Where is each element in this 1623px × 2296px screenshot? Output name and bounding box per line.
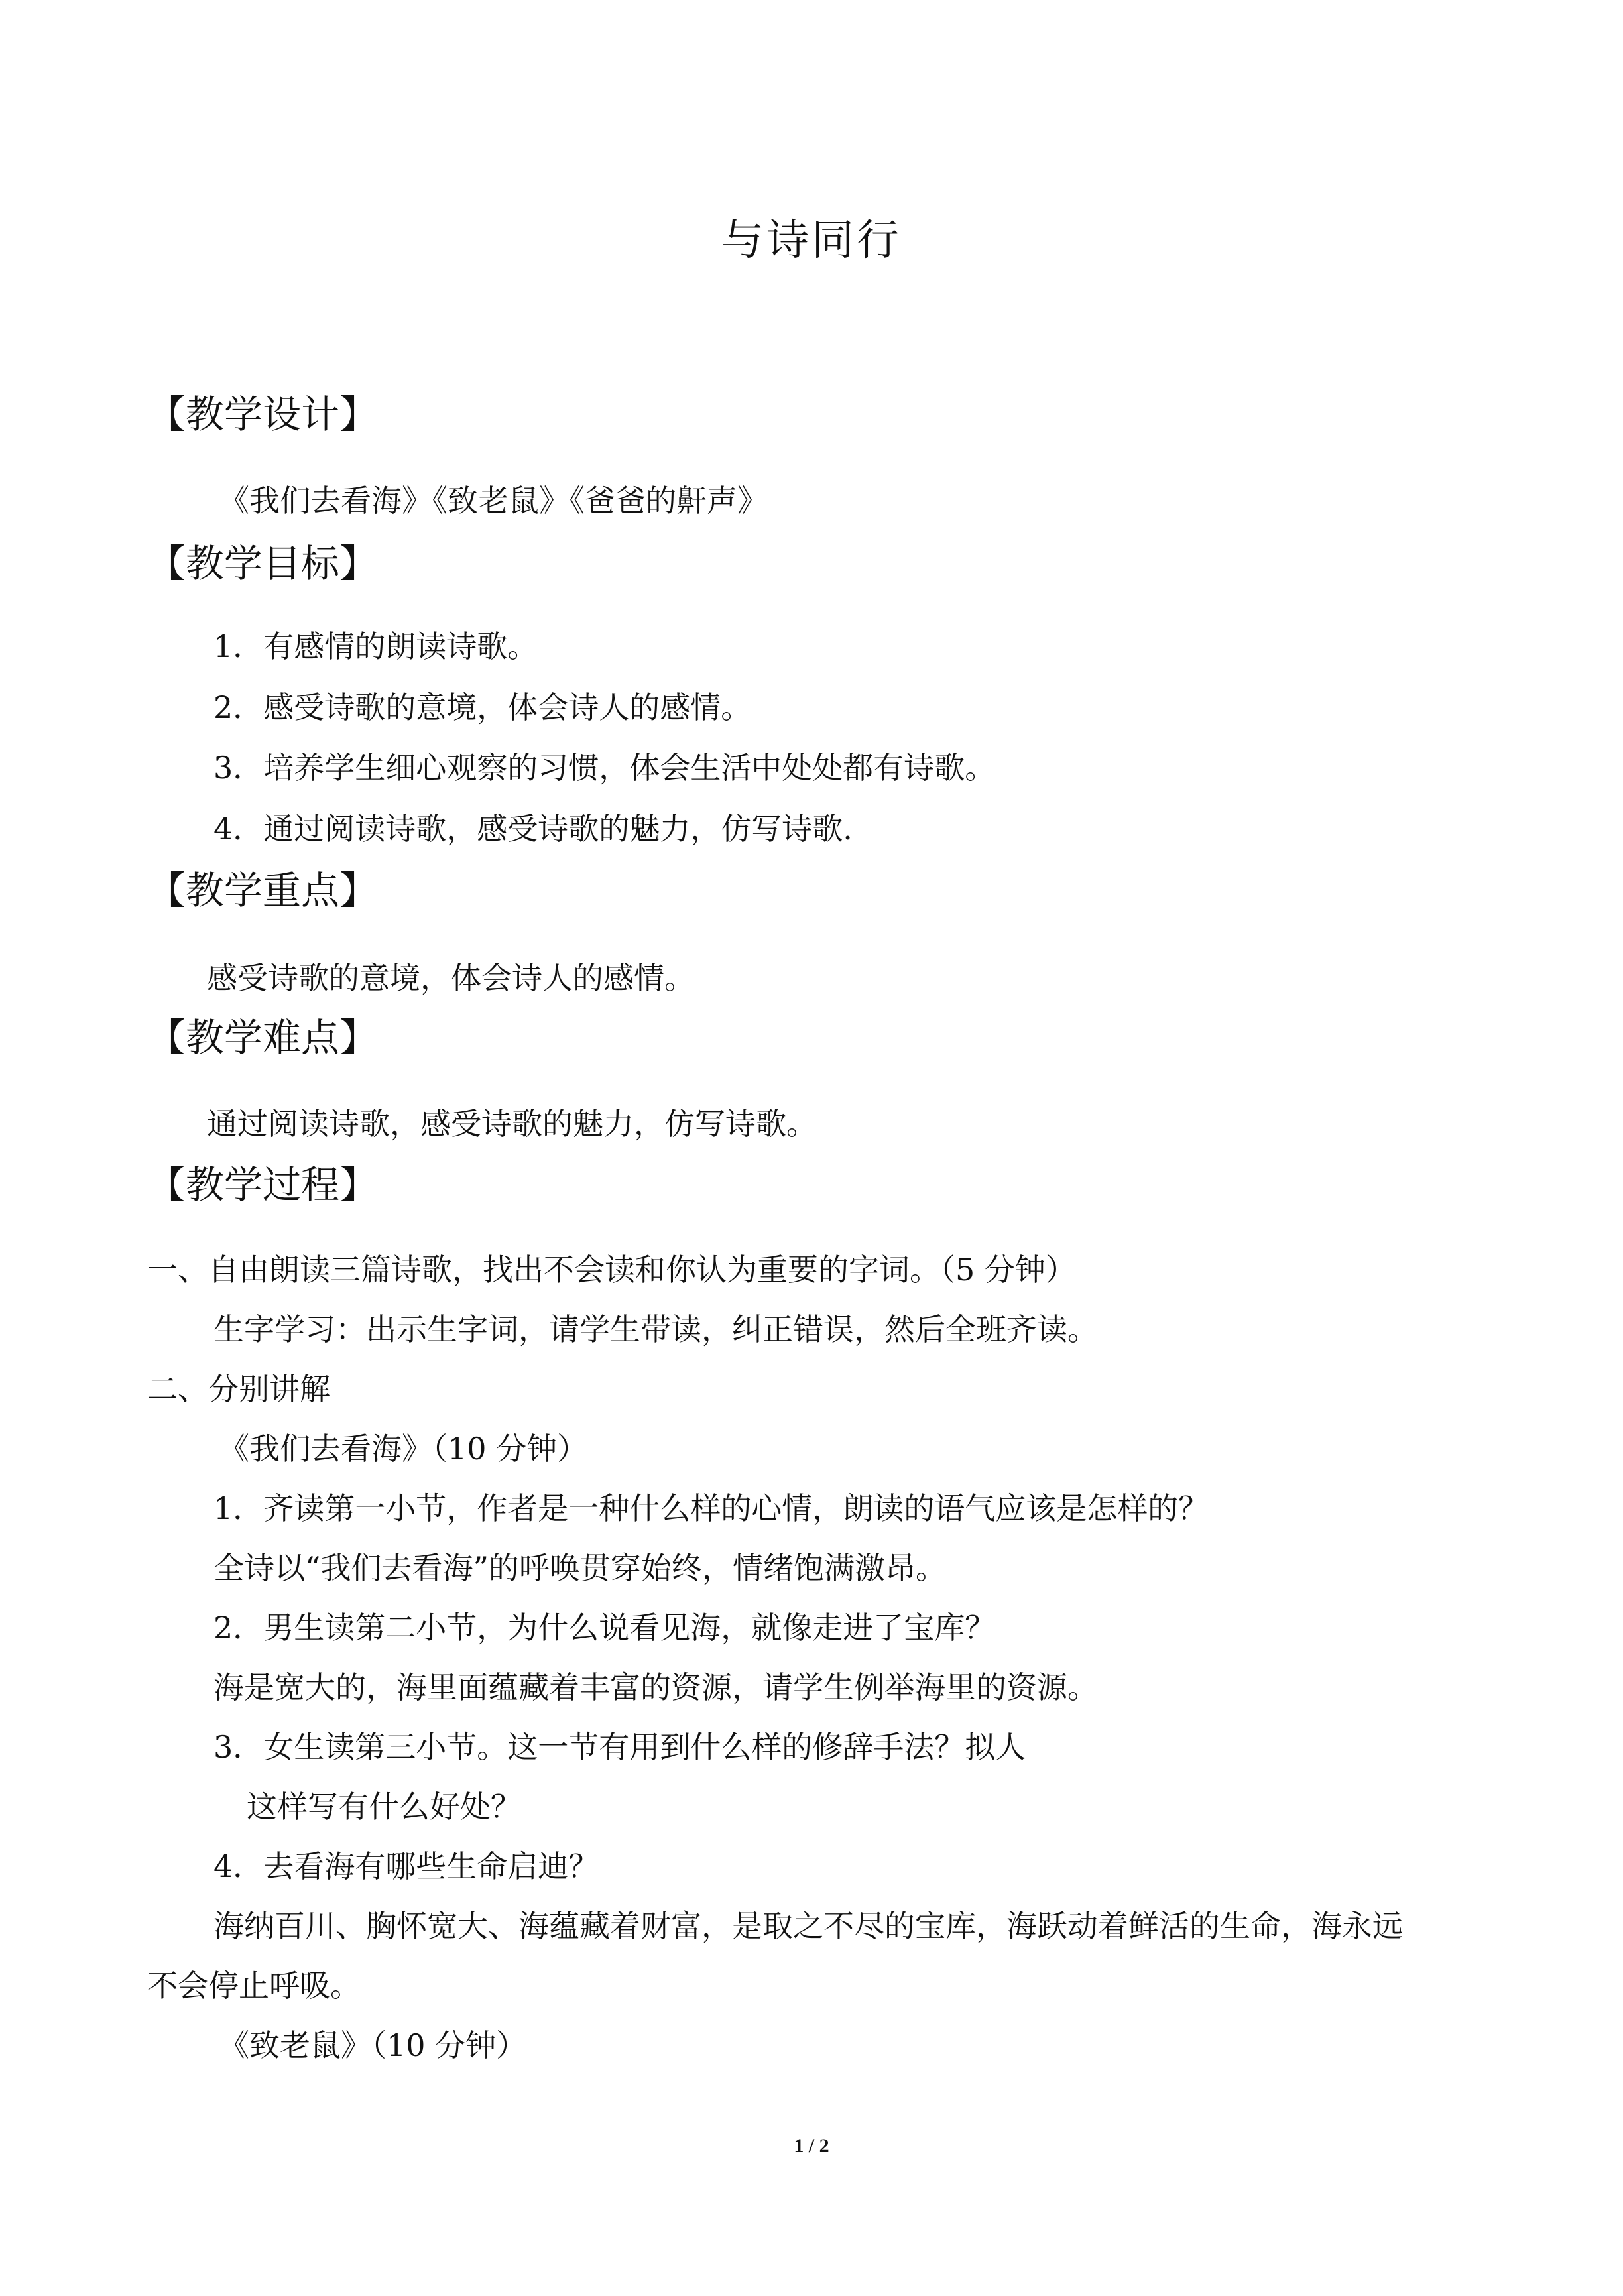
page-number: 1 / 2 xyxy=(794,2135,829,2157)
process-line: 全诗以“我们去看海”的呼唤贯穿始终，情绪饱满激昂。 xyxy=(213,1550,947,1586)
process-line: 海纳百川、胸怀宽大、海蕴藏着财富，是取之不尽的宝库，海跃动着鲜活的生命，海永远 xyxy=(213,1908,1403,1944)
process-line: 生字学习：出示生字词，请学生带读，纠正错误，然后全班齐读。 xyxy=(213,1311,1098,1347)
process-line: 二、分别讲解 xyxy=(147,1371,330,1407)
process-line: 3．女生读第三小节。这一节有用到什么样的修辞手法？拟人 xyxy=(213,1729,1026,1765)
section-heading-goals: 【教学目标】 xyxy=(147,541,379,586)
section-heading-key: 【教学重点】 xyxy=(147,868,379,913)
section-heading-design: 【教学设计】 xyxy=(147,392,379,437)
process-line: 《致老鼠》（10 分钟） xyxy=(219,2027,527,2063)
key-text: 感受诗歌的意境，体会诗人的感情。 xyxy=(207,960,695,996)
design-text: 《我们去看海》《致老鼠》《爸爸的鼾声》 xyxy=(219,483,768,518)
goal-item: 3．培养学生细心观察的习惯，体会生活中处处都有诗歌。 xyxy=(213,750,996,786)
process-line: 《我们去看海》（10 分钟） xyxy=(219,1431,588,1467)
process-line: 这样写有什么好处？ xyxy=(247,1789,521,1825)
page-title: 与诗同行 xyxy=(721,216,902,265)
process-line: 海是宽大的，海里面蕴藏着丰富的资源，请学生例举海里的资源。 xyxy=(213,1669,1098,1705)
process-line: 2．男生读第二小节，为什么说看见海，就像走进了宝库？ xyxy=(213,1610,996,1646)
goal-item: 1．有感情的朗读诗歌。 xyxy=(213,629,538,664)
process-line: 4．去看海有哪些生命启迪？ xyxy=(213,1848,599,1884)
section-heading-process: 【教学过程】 xyxy=(147,1162,379,1207)
process-line: 1．齐读第一小节，作者是一种什么样的心情，朗读的语气应该是怎样的？ xyxy=(213,1490,1209,1526)
process-line: 不会停止呼吸。 xyxy=(147,1968,361,2004)
goal-item: 2．感受诗歌的意境，体会诗人的感情。 xyxy=(213,690,752,725)
goal-item: 4．通过阅读诗歌，感受诗歌的魅力，仿写诗歌. xyxy=(213,811,853,847)
section-heading-difficulty: 【教学难点】 xyxy=(147,1015,379,1060)
difficulty-text: 通过阅读诗歌，感受诗歌的魅力，仿写诗歌。 xyxy=(207,1106,817,1142)
process-line: 一、自由朗读三篇诗歌，找出不会读和你认为重要的字词。（5 分钟） xyxy=(147,1252,1076,1288)
